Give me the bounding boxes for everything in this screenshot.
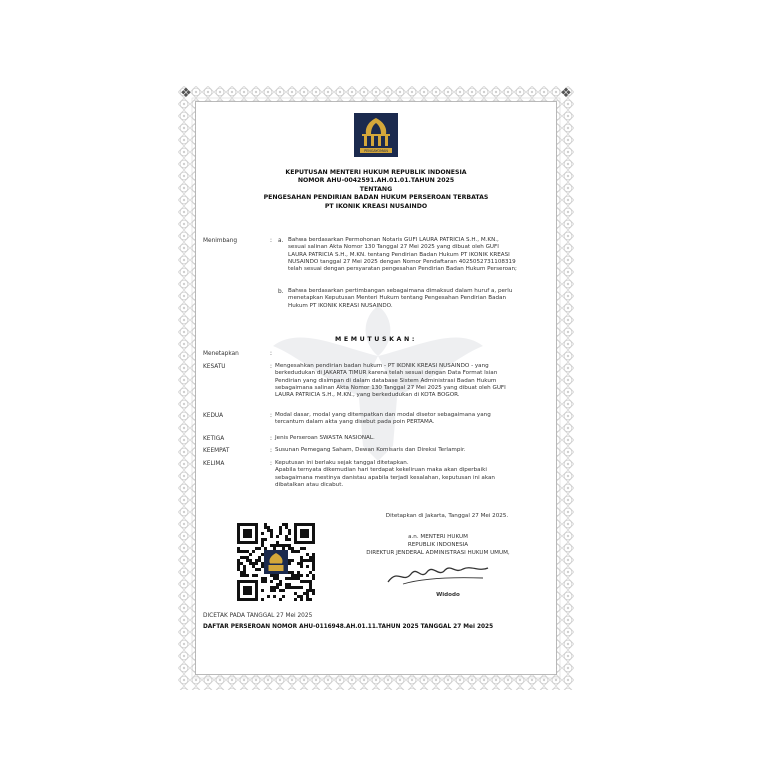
colon: : xyxy=(270,461,272,467)
signatory-republic: REPUBLIK INDONESIA xyxy=(407,542,469,549)
qr-code-icon xyxy=(237,523,315,601)
signature-icon xyxy=(383,560,493,588)
text-line: dibatalkan atau dicabut. xyxy=(275,481,344,488)
colon: : xyxy=(270,436,272,442)
keempat-label: KEEMPAT xyxy=(203,448,230,454)
text-line: berkedudukan di JAKARTA TIMUR karena telah sesuai dengan Data Format Isian xyxy=(275,370,498,377)
corner-ornament-icon: ❖ xyxy=(180,86,192,101)
colon: : xyxy=(270,351,272,357)
text-line: Mengesahkan pendirian badan hukum - PT IKONIK KREASI NUSAINDO - yang xyxy=(275,363,489,369)
header-title: KEPUTUSAN MENTERI HUKUM REPUBLIK INDONESIA xyxy=(285,169,467,176)
menetapkan-label: Menetapkan xyxy=(203,351,239,357)
place-date: Ditetapkan di Jakarta, Tanggal 27 Mei 2025. xyxy=(385,513,509,519)
header-number: NOMOR AHU-0042591.AH.01.01.TAHUN 2025 xyxy=(297,177,455,185)
kesatu-label: KESATU xyxy=(203,364,226,370)
text-line: sebagaimana salinan Akta Nomor 130 Tanggal 27 Mei 2025 yang dibuat oleh GUFI xyxy=(275,384,506,391)
emblem-label: PENGAYOMAN xyxy=(364,149,388,153)
signatory-title: DIREKTUR JENDERAL ADMINISTRASI HUKUM UMUM, xyxy=(366,550,510,557)
text-line: Bahwa berdasarkan pertimbangan sebagaimana dimaksud dalam huruf a, perlu xyxy=(288,288,513,294)
text-line: menetapkan Keputusan Menteri Hukum tentang Pengesahan Pendirian Badan xyxy=(288,295,507,302)
menimbang-label: Menimbang xyxy=(203,238,238,244)
item-letter: a. xyxy=(278,238,284,244)
kedua-label: KEDUA xyxy=(203,413,224,419)
register-number: DAFTAR PERSEROAN NOMOR AHU-0116948.AH.01.11.TAHUN 2025 TANGGAL 27 Mei 2025 xyxy=(203,624,494,630)
kedua-text xyxy=(275,412,553,427)
ketiga-text: Jenis Perseroan SWASTA NASIONAL. xyxy=(275,435,375,441)
colon: : xyxy=(270,413,272,419)
text-line: LAURA PATRICIA S.H., M.KN. tentang Pendirian Badan Hukum PT IKONIK KREASI xyxy=(288,251,510,258)
header-subject: PENGESAHAN PENDIRIAN BADAN HUKUM PERSEROAN TERBATAS xyxy=(263,194,489,202)
ketiga-label: KETIGA xyxy=(203,436,225,442)
text-line: LAURA PATRICIA S.H., M.KN., yang berkedudukan di KOTA BOGOR. xyxy=(275,392,460,399)
decree-header xyxy=(178,169,574,211)
text-line: tercantum dalam akta yang disebut pada poin PERTAMA. xyxy=(275,419,435,426)
text-line: Keputusan ini berlaku sejak tanggal ditetapkan. xyxy=(275,460,409,466)
signatory-block xyxy=(338,533,538,558)
text-line: Bahwa berdasarkan Permohonan Notaris GUFI LAURA PATRICIA S.H., M.KN., xyxy=(288,237,499,243)
keempat-text: Susunan Pemegang Saham, Dewan Komisaris dan Direksi Terlampir. xyxy=(275,447,466,453)
colon: : xyxy=(270,238,272,244)
text-line: Hukum PT IKONIK KREASI NUSAINDO. xyxy=(288,302,393,309)
colon: : xyxy=(270,364,272,370)
text-line: sesuai salinan Akta Nomor 130 Tanggal 27 Mei 2025 yang dibuat oleh GUFI xyxy=(288,244,499,251)
kelima-text xyxy=(275,460,553,489)
signatory-name: Widodo xyxy=(436,592,460,598)
corner-ornament-icon: ❖ xyxy=(560,86,572,101)
pengayoman-emblem-icon xyxy=(354,113,398,157)
text-line: Apabila ternyata dikemudian hari terdapat kekeliruan maka akan diperbaiki xyxy=(275,467,487,474)
menimbang-b-text xyxy=(288,288,550,310)
item-letter: b. xyxy=(278,289,284,295)
menimbang-a-text xyxy=(288,237,550,273)
colon: : xyxy=(270,448,272,454)
header-tentang: TENTANG xyxy=(359,185,393,193)
text-line: Pendirian yang disimpan di dalam database Sistem Administrasi Badan Hukum xyxy=(275,377,497,384)
text-line: telah sesuai dengan persyaratan pengesahan Pendirian Badan Hukum Perseroan; xyxy=(288,266,517,273)
text-line: Modal dasar, modal yang ditempatkan dan modal disetor sebagaimana yang xyxy=(275,412,491,418)
kesatu-text xyxy=(275,363,553,399)
signatory-an: a.n. MENTERI HUKUM xyxy=(408,534,468,540)
kelima-label: KELIMA xyxy=(203,461,225,467)
certificate-document xyxy=(178,86,574,690)
header-company: PT IKONIK KREASI NUSAINDO xyxy=(324,202,428,210)
text-line: NUSAINDO tanggal 27 Mei 2025 dengan Nomor Pendaftaran 4025052731108319 xyxy=(288,258,516,265)
memutuskan-heading: MEMUTUSKAN: xyxy=(334,336,418,343)
printed-date: DICETAK PADA TANGGAL 27 Mei 2025 xyxy=(203,613,313,619)
text-line: sebagaimana mestinya danistau apabila terjadi kesalahan, keputusan ini akan xyxy=(275,474,495,481)
